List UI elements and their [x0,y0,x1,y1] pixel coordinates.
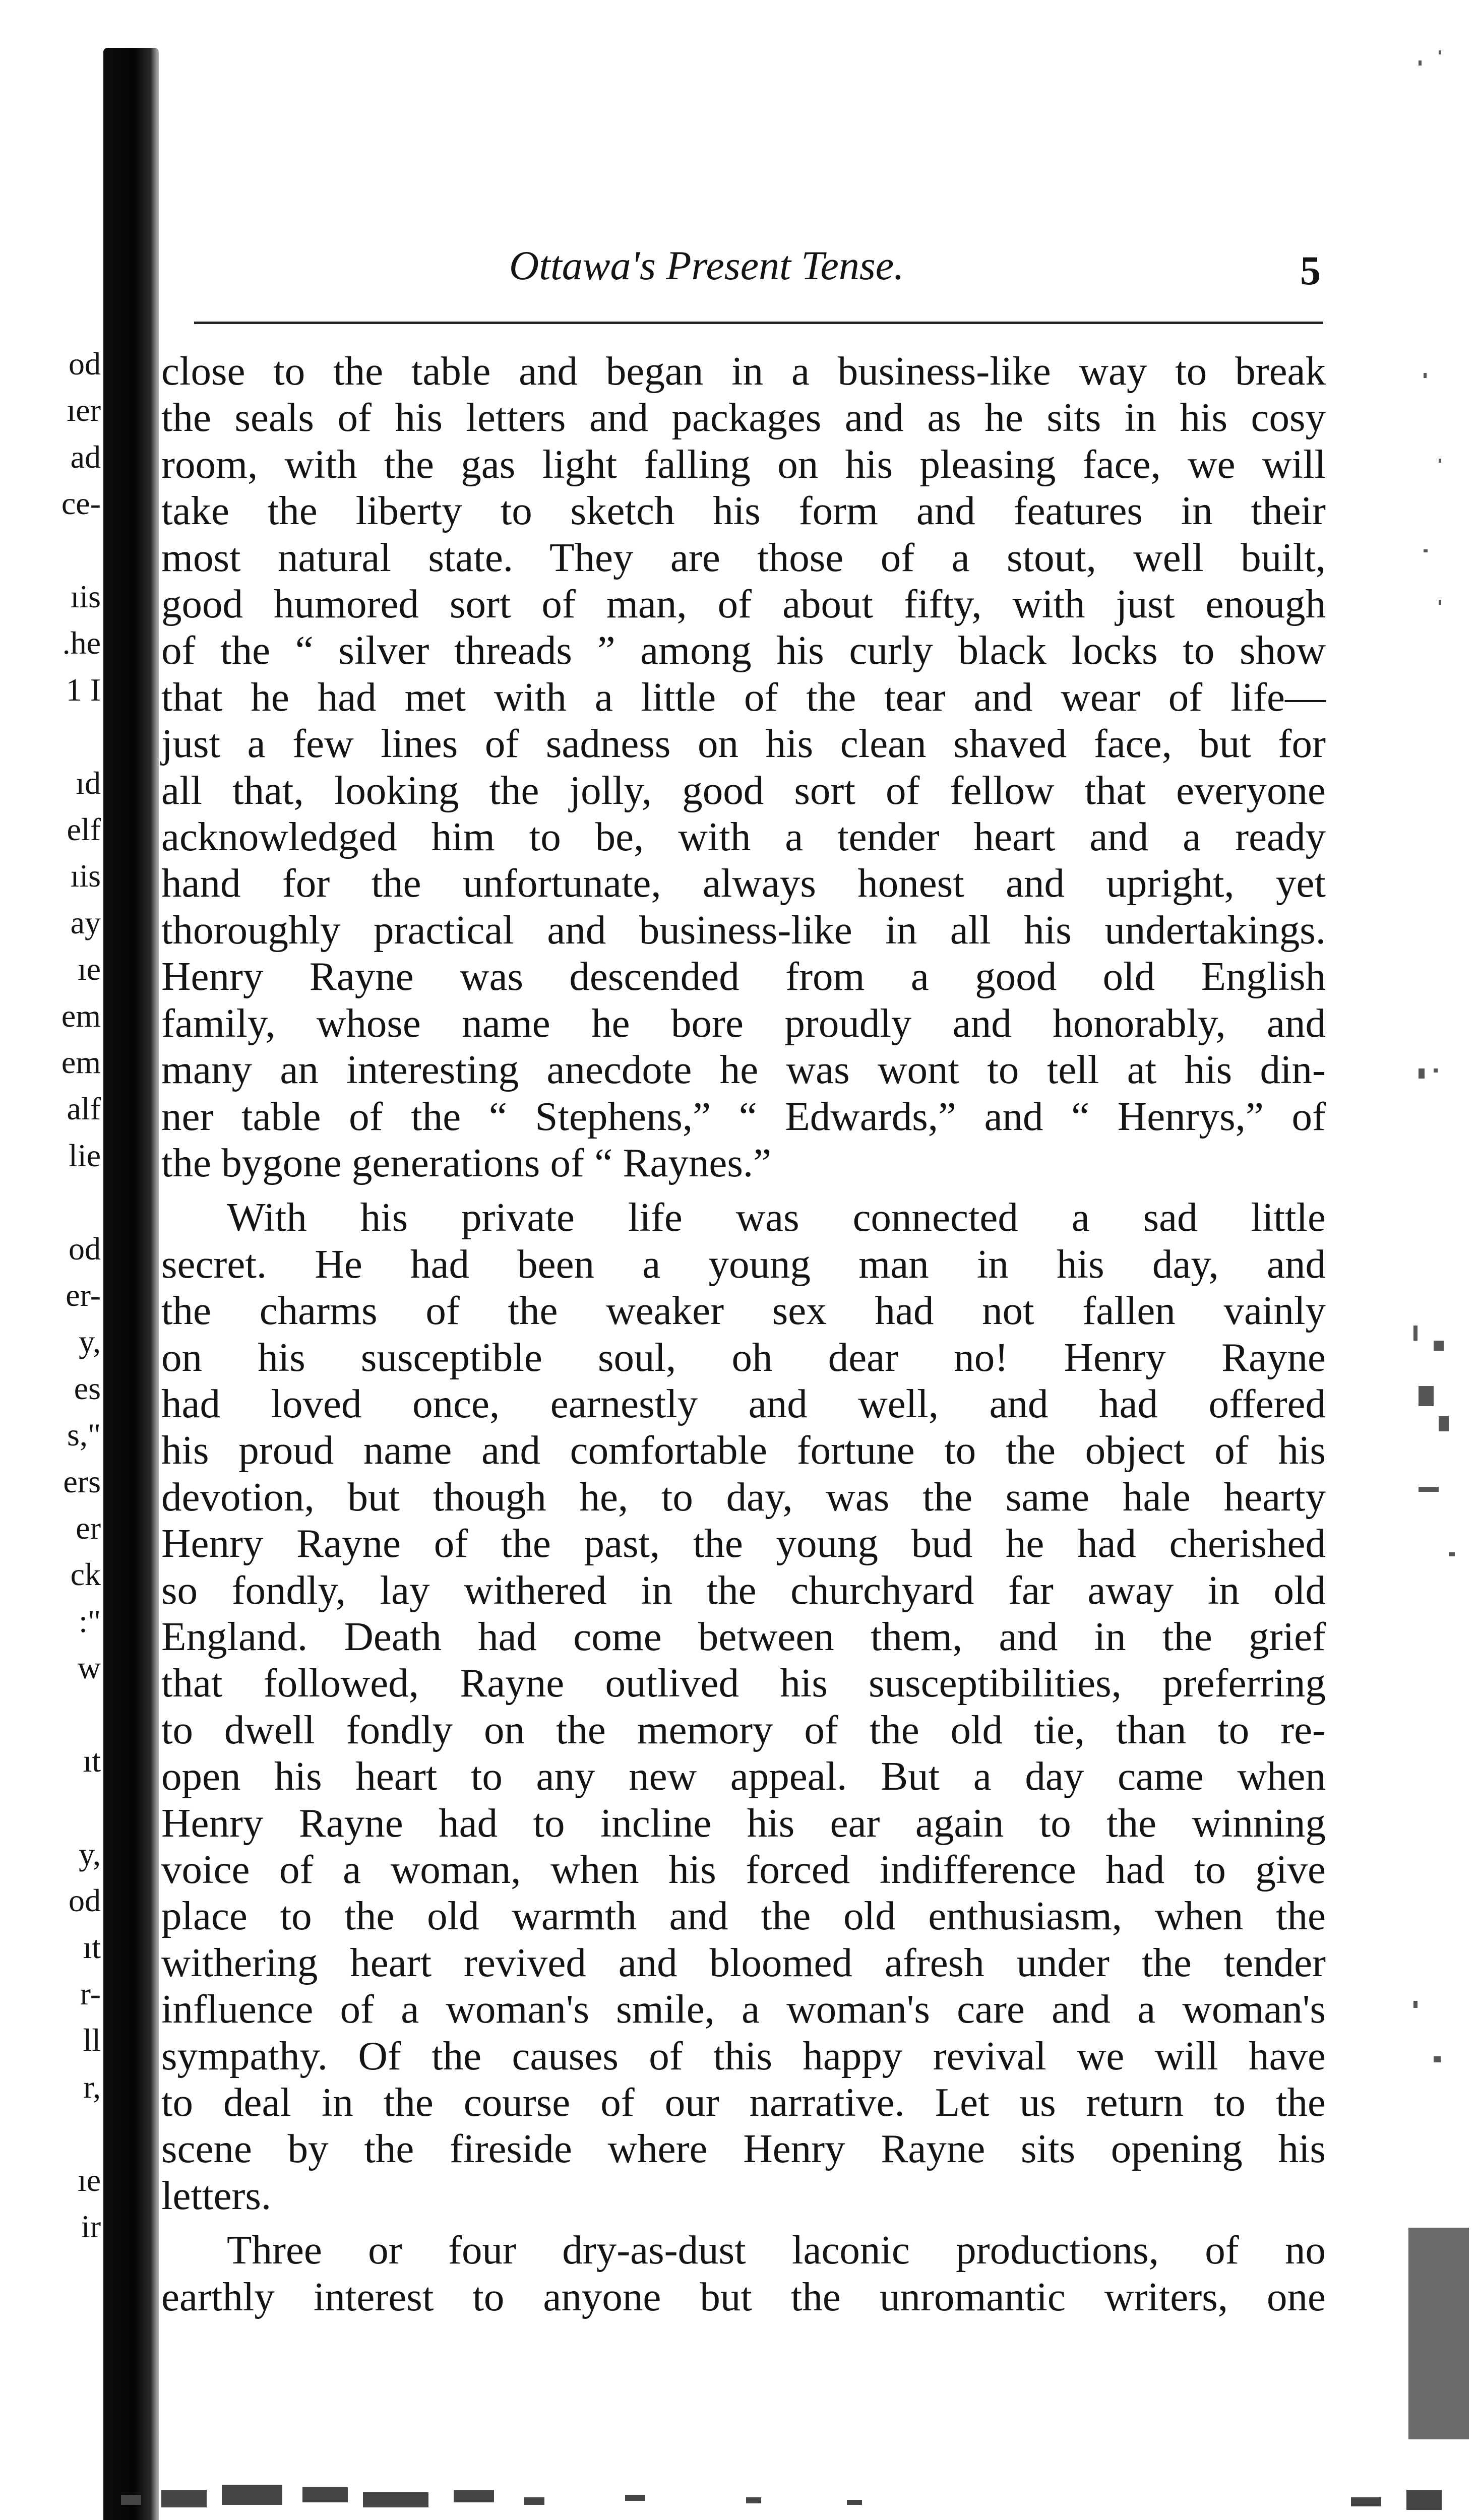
previous-page-fragment: ıer [67,392,101,428]
text-line: acknowledged him to be, with a tender heart and a ready [161,814,1326,860]
previous-page-fragment: od [69,1882,101,1919]
previous-page-fragment: ıe [77,951,101,987]
header-rule [194,322,1323,324]
previous-page-fragment: ll [83,2022,101,2058]
paragraph [161,348,1326,1186]
previous-page-fragment: od [69,346,101,382]
text-line: thoroughly practical and business-like in all his undertakings. [161,907,1326,953]
previous-page-fragment: s," [67,1417,101,1453]
previous-page-fragment: 1 I [66,671,101,708]
text-line: withering heart revived and bloomed afresh under the tender [161,1939,1326,1985]
text-line: influence of a woman's smile, a woman's care and a woman's [161,1986,1326,2032]
text-line: England. Death had come between them, and in the grief [161,1613,1326,1659]
text-line: Henry Rayne was descended from a good old English [161,954,1326,999]
book-spine-shadow [103,48,159,2520]
paragraph [161,2227,1326,2320]
previous-page-fragment: er- [66,1277,101,1313]
text-line: that he had met with a little of the tear and wear of life— [161,674,1326,720]
text-line: earthly interest to anyone but the unromantic writers, one [161,2274,1326,2319]
previous-page-fragment: ıt [83,1929,101,1965]
text-line: hand for the unfortunate, always honest and upright, yet [161,860,1326,906]
previous-page-fragment: ce- [61,485,101,522]
text-line: just a few lines of sadness on his clean shaved face, but for [161,721,1326,767]
text-line: place to the old warmth and the old enthusiasm, when the [161,1893,1326,1939]
text-line: to deal in the course of our narrative. Let us return to the [161,2080,1326,2125]
text-line: the bygone generations of “ Raynes.” [161,1140,772,1185]
text-line: devotion, but though he, to day, was the same hale hearty [161,1474,1326,1520]
previous-page-fragment: ck [70,1556,101,1593]
text-line: most natural state. They are those of a stout, well built, [161,534,1326,580]
text-line: the seals of his letters and packages and as he sits in his cosy [161,395,1326,440]
previous-page-fragment: er [76,1510,101,1546]
text-line: open his heart to any new appeal. But a day came when [161,1753,1326,1799]
text-line: room, with the gas light falling on his pleasing face, we will [161,441,1326,487]
previous-page-fragment: w [77,1650,101,1686]
text-line: ner table of the “ Stephens,” “ Edwards,” and “ Henrys,” of [161,1093,1326,1139]
text-line: sympathy. Of the causes of this happy revival we will have [161,2033,1326,2078]
previous-page-fragment: ıd [76,765,101,801]
text-line: close to the table and began in a business-like way to break [161,348,1326,394]
scan-edge-speckle [1403,40,1479,2510]
paragraph [161,1194,1326,2219]
text-line: many an interesting anecdote he was wont to tell at his din- [161,1047,1326,1093]
text-line: all that, looking the jolly, good sort of fellow that everyone [161,767,1326,813]
previous-page-fragment: ıis [70,858,101,894]
text-line: good humored sort of man, of about fifty, with just enough [161,581,1326,627]
previous-page-fragment: od [69,1230,101,1267]
text-line: of the “ silver threads ” among his curly black locks to show [161,627,1326,673]
text-line: Henry Rayne had to incline his ear again to the winning [161,1800,1326,1846]
previous-page-fragment: em [61,997,101,1034]
previous-page-fragment: r- [80,1976,101,2011]
text-line: Henry Rayne of the past, the young bud he had cherished [161,1521,1326,1566]
previous-page-bleed [0,312,101,2244]
previous-page-fragment: ers [63,1463,101,1499]
text-line: the charms of the weaker sex had not fallen vainly [161,1288,1326,1334]
page-number: 5 [1300,247,1321,293]
previous-page-fragment: ıt [83,1743,101,1779]
text-line: family, whose name he bore proudly and honorably, and [161,1000,1326,1046]
previous-page-fragment: em [61,1044,101,1080]
previous-page-fragment: ir [81,2209,101,2244]
previous-page-fragment: r, [83,2068,101,2105]
previous-page-fragment: lie [69,1137,101,1173]
previous-page-fragment: y, [79,1836,101,1872]
text-line: so fondly, lay withered in the churchyard far away in old [161,1567,1326,1613]
text-line: secret. He had been a young man in his day, and [161,1241,1326,1287]
previous-page-fragment: :" [79,1603,101,1639]
previous-page-fragment: ad [70,438,101,475]
text-line: his proud name and comfortable fortune to the object of his [161,1427,1326,1473]
scan-bottom-speckle [91,2470,1479,2520]
previous-page-fragment: alf [67,1091,101,1127]
previous-page-fragment: ıe [77,2162,101,2198]
body-text [161,348,1326,2320]
previous-page-fragment: ıis [70,579,101,614]
previous-page-fragment: y, [79,1324,101,1360]
running-head-title: Ottawa's Present Tense. [509,242,904,288]
running-head [192,237,1321,297]
text-line: to dwell fondly on the memory of the old tie, than to re- [161,1707,1326,1752]
text-line: voice of a woman, when his forced indifference had to give [161,1847,1326,1892]
text-line: take the liberty to sketch his form and features in their [161,488,1326,534]
text-line: had loved once, earnestly and well, and had offered [161,1380,1326,1426]
text-line: With his private life was connected a sad little [227,1194,1326,1240]
text-line: scene by the fireside where Henry Rayne sits opening his [161,2126,1326,2172]
previous-page-fragment: ay [70,904,101,940]
text-line: that followed, Rayne outlived his susceptibilities, preferring [161,1660,1326,1706]
text-line: Three or four dry-as-dust laconic productions, of no [227,2227,1326,2273]
text-line: on his susceptible soul, oh dear no! Henry Rayne [161,1334,1326,1380]
text-line: letters. [161,2172,272,2218]
previous-page-fragment: .he [62,625,101,661]
previous-page-fragment: elf [67,811,101,847]
previous-page-fragment: es [74,1370,101,1406]
